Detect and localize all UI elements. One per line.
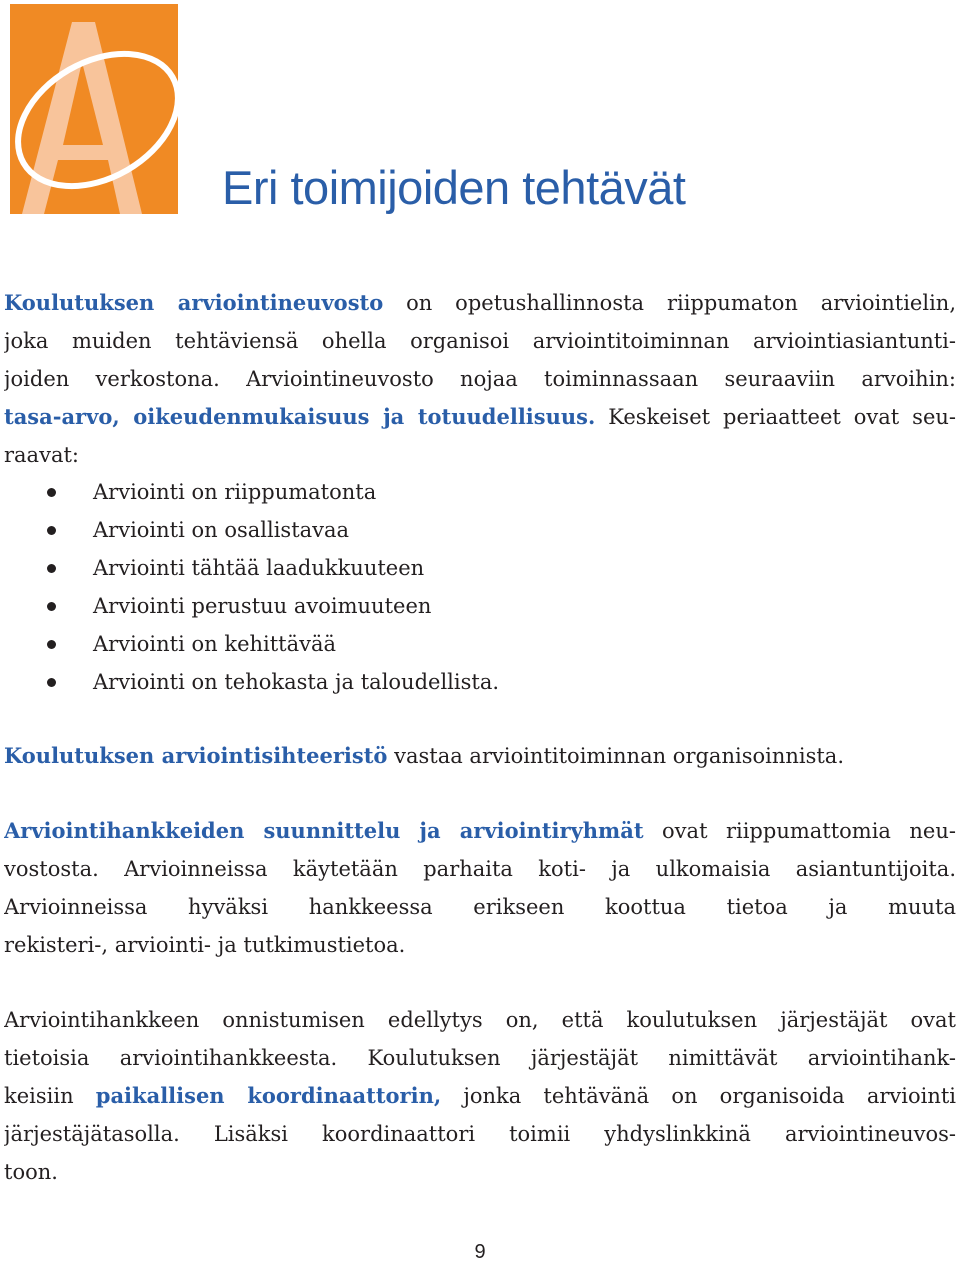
text-line: Koulutuksen arviointisihteeristö vastaa arviointitoiminnan organisoinnista. (4, 743, 845, 768)
bullet-icon (47, 526, 56, 535)
coordinator-paragraph (4, 1001, 956, 1191)
logo-icon (0, 0, 185, 218)
text-line: Arviointihankkeiden suunnittelu ja arviointiryhmät ovat riippumattomia neu- (4, 818, 956, 843)
list-item: Arviointi on tehokasta ja taloudellista. (4, 663, 956, 701)
text-line: järjestäjätasolla. Lisäksi koordinaattori toimii yhdyslinkkinä arviointineuvos- (4, 1122, 956, 1146)
highlight-term: Arviointihankkeiden suunnittelu ja arviointiryhmät (4, 818, 644, 843)
text-line: rekisteri-, arviointi- ja tutkimustietoa. (4, 933, 406, 957)
text-line: toon. (4, 1160, 58, 1184)
principles-list (4, 473, 956, 701)
bullet-icon (47, 678, 56, 687)
planning-paragraph (4, 812, 956, 964)
text-line: keisiin paikallisen koordinaattorin, jonka tehtävänä on organisoida arviointi (4, 1083, 956, 1108)
bullet-icon (47, 488, 56, 497)
highlight-term: Koulutuksen arviointineuvosto (4, 290, 384, 315)
bullet-icon (47, 564, 56, 573)
bullet-icon (47, 640, 56, 649)
text-line: joka muiden tehtäviensä ohella organisoi arviointitoiminnan arviointiasiantunti- (4, 329, 956, 353)
text-line: raavat: (4, 443, 79, 467)
text-line: joiden verkostona. Arviointineuvosto nojaa toiminnassaan seuraaviin arvoihin: (4, 367, 956, 391)
list-item: Arviointi on riippumatonta (4, 473, 956, 511)
text-line: tasa-arvo, oikeudenmukaisuus ja totuudellisuus. Keskeiset periaatteet ovat seu- (4, 404, 956, 429)
highlight-term: Koulutuksen arviointisihteeristö (4, 743, 388, 768)
text-line: Koulutuksen arviointineuvosto on opetushallinnosta riippumaton arviointielin, (4, 290, 956, 315)
text-line: vostosta. Arvioinneissa käytetään parhaita koti- ja ulkomaisia asiantuntijoita. (4, 857, 956, 881)
highlight-term: paikallisen koordinaattorin, (95, 1083, 442, 1108)
list-item: Arviointi perustuu avoimuuteen (4, 587, 956, 625)
list-item: Arviointi on kehittävää (4, 625, 956, 663)
text-line: tietoisia arviointihankkeesta. Koulutuksen järjestäjät nimittävät arviointihank- (4, 1046, 956, 1070)
bullet-icon (47, 602, 56, 611)
text-line: Arvioinneissa hyväksi hankkeessa erikseen koottua tietoa ja muuta (4, 895, 956, 919)
list-item: Arviointi on osallistavaa (4, 511, 956, 549)
page-number: 9 (474, 1241, 486, 1263)
highlight-term: tasa-arvo, oikeudenmukaisuus ja totuudellisuus. (4, 404, 596, 429)
secretariat-paragraph (4, 737, 956, 775)
page-title: Eri toimijoiden tehtävät (222, 161, 686, 214)
intro-paragraph (4, 284, 956, 474)
text-line: Arviointihankkeen onnistumisen edellytys on, että koulutuksen järjestäjät ovat (4, 1008, 956, 1032)
list-item: Arviointi tähtää laadukkuuteen (4, 549, 956, 587)
